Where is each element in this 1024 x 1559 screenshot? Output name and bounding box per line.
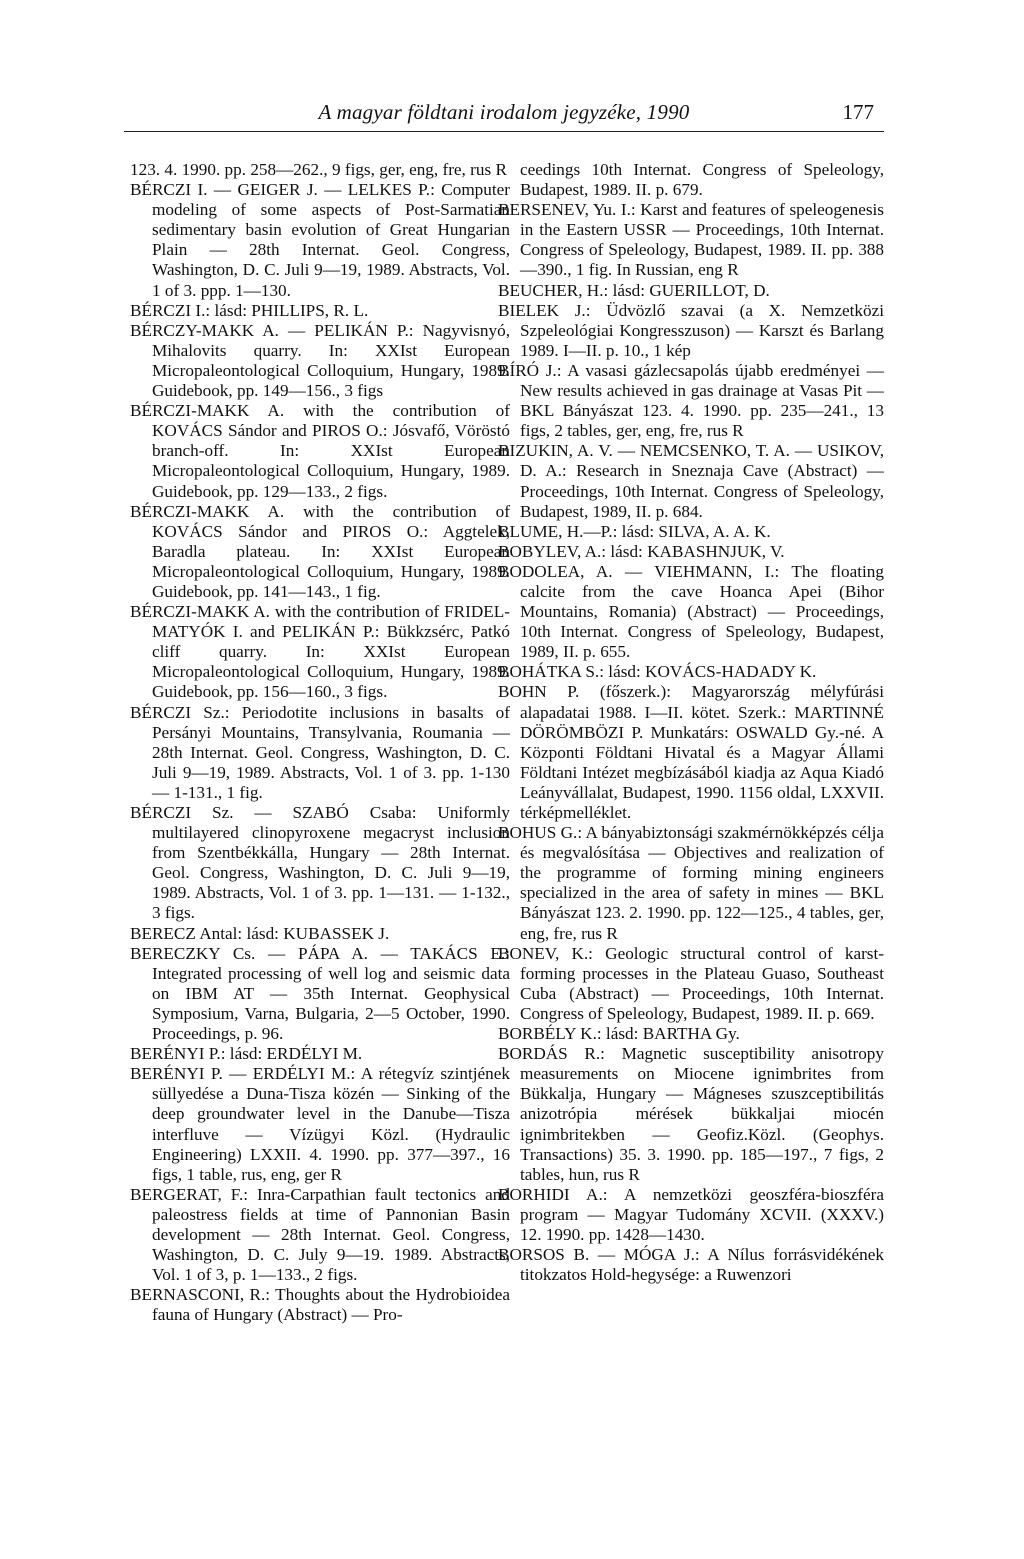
bibliography-entry: BOHÁTKA S.: lásd: KOVÁCS-HADADY K. [498, 662, 817, 682]
bibliography-entry: BORSOS B. — MÓGA J.: A Nílus forrásvidékének titokzatos Hold-hegysége: a Ruwenzori [498, 1245, 884, 1285]
right-column [498, 160, 884, 1285]
bibliography-entry: BOHUS G.: A bányabiztonsági szakmérnökképzés célja és megvalósítása — Objectives and realization of the programme of forming mining engineers specialized in the area of safety in mines — BKL Bányászat 123. 2. 1990. pp. 122—125., 4 tables, ger, eng, fre, rus R [498, 823, 885, 943]
bibliography-entry: BÉRCZI I. — GEIGER J. — LELKES P.: Computer modeling of some aspects of Post-Sarmatian sedimentary basin evolution of Great Hungarian Plain — 28th Internat. Geol. Congress, Washington, D. C. Juli 9—19, 1989. Abstracts, Vol. 1 of 3. ppp. 1—130. [130, 180, 510, 300]
bibliography-entry: BORBÉLY K.: lásd: BARTHA Gy. [498, 1024, 740, 1044]
bibliography-entry: BODOLEA, A. — VIEHMANN, I.: The floating calcite from the cave Hoanca Apei (Bihor Mountains, Romania) (Abstract) — Proceedings, 10th Internat. Congress of Speleology, Budapest, 1989, II. p. 655. [498, 561, 884, 662]
bibliography-entry: BÉRCZI Sz. — SZABÓ Csaba: Uniformly multilayered clinopyroxene megacryst inclusion from Szentbékkálla, Hungary — 28th Internat. Geol. Congress, Washington, D. C. Juli 9—19, 1989. Abstracts, Vol. 1 of 3. pp. 1—131. — 1-132., 3 figs. [130, 803, 510, 923]
bibliography-entry: BERÉNYI P.: lásd: ERDÉLYI M. [130, 1044, 363, 1064]
bibliography-entry: BÉRCZI-MAKK A. with the contribution of FRIDEL-MATYÓK I. and PELIKÁN P.: Bükkzsérc, Patkó cliff quarry. In: XXIst European Micropaleontological Colloquium, Hungary, 1989. Guidebook, pp. 156—160., 3 figs. [130, 602, 510, 702]
page-number: 177 [842, 100, 874, 124]
bibliography-entry: BOHN P. (főszerk.): Magyarország mélyfúrási alapadatai 1988. I—II. kötet. Szerk.: MARTINNÉ DÖRÖMBÖZI P. Munkatárs: OSWALD Gy.-né. A Központi Földtani Hivatal és a Magyar Állami Földtani Intézet megbízásából kiadja az Aqua Kiadó Leányvállalat, Budapest, 1990. 1156 oldal, LXXVII. térképmelléklet. [498, 682, 884, 822]
bibliography-entry: BÉRCZI I.: lásd: PHILLIPS, R. L. [130, 300, 369, 320]
bibliography-entry: BORDÁS R.: Magnetic susceptibility anisotropy measurements on Miocene ignimbrites from Bükkalja, Hungary — Mágneses szuszceptibilitás anizotrópia mérések bükkaljai miocén ignimbritekben — Geofiz.Közl. (Geophys. Transactions) 35. 3. 1990. pp. 185—197., 7 figs, 2 tables, hun, rus R [498, 1044, 884, 1184]
bibliography-entry: BÍRÓ J.: A vasasi gázlecsapolás újabb eredményei — New results achieved in gas drainage at Vasas Pit — BKL Bányászat 123. 4. 1990. pp. 235—241., 13 figs, 2 tables, ger, eng, fre, rus R [498, 360, 884, 441]
bibliography-entry: BERSENEV, Yu. I.: Karst and features of speleogenesis in the Eastern USSR — Proceedings, 10th Internat. Congress of Speleology, Budapest, 1989. II. pp. 388—390., 1 fig. In Russian, eng R [498, 200, 884, 280]
bibliography-entry: BERÉNYI P. — ERDÉLYI M.: A rétegvíz szintjének süllyedése a Duna-Tisza közén — Sinking of the deep groundwater level in the Danube—Tisza interfluve — Vízügyi Közl. (Hydraulic Engineering) LXXII. 4. 1990. pp. 377—397., 16 figs, 1 table, rus, eng, ger R [130, 1064, 510, 1184]
bibliography-entry-continued: ceedings 10th Internat. Congress of Speleology, Budapest, 1989. II. p. 679. [520, 160, 884, 200]
left-column [130, 160, 510, 1325]
bibliography-entry: 123. 4. 1990. pp. 258—262., 9 figs, ger, eng, fre, rus R [130, 160, 507, 179]
bibliography-entry: BIELEK J.: Üdvözlő szavai (a X. Nemzetközi Szpeleológiai Kongresszuson) — Karszt és Barlang 1989. I—II. p. 10., 1 kép [498, 300, 884, 360]
bibliography-entry: BONEV, K.: Geologic structural control of karst-forming processes in the Plateau Guaso, Southeast Cuba (Abstract) — Proceedings, 10th Internat. Congress of Speleology, Budapest, 1989. II. p. 669. [498, 943, 884, 1023]
bibliography-entry: BERECZ Antal: lásd: KUBASSEK J. [130, 923, 390, 943]
bibliography-entry: BIZUKIN, A. V. — NEMCSENKO, T. A. — USIKOV, D. A.: Research in Sneznaja Cave (Abstract) — Proceedings, 10th Internat. Congress of Speleology, Budapest, 1989, II. p. 684. [498, 441, 884, 521]
bibliography-entry: BÉRCZI-MAKK A. with the contribution of KOVÁCS Sándor and PIROS O.: Jósvafő, Vöröstó branch-off. In: XXIst European Micropaleontological Colloquium, Hungary, 1989. Guidebook, pp. 129—133., 2 figs. [130, 401, 510, 501]
bibliography-entry: BEUCHER, H.: lásd: GUERILLOT, D. [498, 280, 770, 300]
running-title: A magyar földtani irodalom jegyzéke, 1990 [318, 100, 690, 124]
bibliography-entry: BERECZKY Cs. — PÁPA A. — TAKÁCS E.: Integrated processing of well log and seismic data on IBM AT — 35th Internat. Geophysical Symposium, Varna, Bulgaria, 2—5 October, 1990. Proceedings, p. 96. [130, 943, 510, 1044]
bibliography-entry: BOBYLEV, A.: lásd: KABASHNJUK, V. [498, 541, 785, 561]
bibliography-entry: BÉRCZI Sz.: Periodotite inclusions in basalts of Persányi Mountains, Transylvania, Roumania — 28th Internat. Geol. Congress, Washington, D. C. Juli 9—19, 1989. Abstracts, Vol. 1 of 3. pp. 1-130 — 1-131., 1 fig. [130, 702, 510, 802]
bibliography-entry: BERGERAT, F.: Inra-Carpathian fault tectonics and paleostress fields at time of Pannonian Basin development — 28th Internat. Geol. Congress, Washington, D. C. July 9—19. 1989. Abstracts, Vol. 1 of 3, p. 1—133., 2 figs. [130, 1184, 510, 1285]
bibliography-entry: BLUME, H.—P.: lásd: SILVA, A. A. K. [498, 521, 771, 541]
bibliography-entry: BERNASCONI, R.: Thoughts about the Hydrobioidea fauna of Hungary (Abstract) — Pro- [130, 1285, 510, 1325]
bibliography-entry: BÉRCZI-MAKK A. with the contribution of KOVÁCS Sándor and PIROS O.: Aggtelek, Baradla plateau. In: XXIst European Micropaleontological Colloquium, Hungary, 1989. Guidebook, pp. 141—143., 1 fig. [130, 501, 510, 601]
bibliography-entry: BORHIDI A.: A nemzetközi geoszféra-bioszféra program — Magyar Tudomány XCVII. (XXXV.) 12. 1990. pp. 1428—1430. [498, 1184, 884, 1244]
bibliography-entry: BÉRCZY-MAKK A. — PELIKÁN P.: Nagyvisnyó, Mihalovits quarry. In: XXIst European Micropaleontological Colloquium, Hungary, 1989. Guidebook, pp. 149—156., 3 figs [130, 320, 510, 401]
page-header [124, 92, 884, 132]
header-rule [124, 131, 884, 132]
